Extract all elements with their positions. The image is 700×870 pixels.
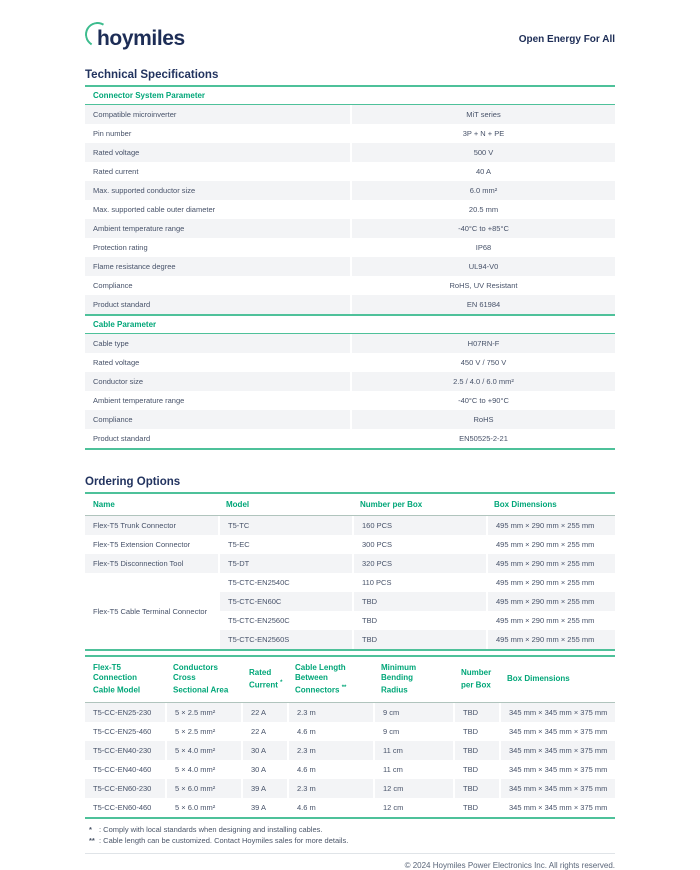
cell-qty: TBD <box>453 741 499 760</box>
column-header-number-per-box: Number per Box <box>352 494 486 516</box>
footnote-marker: * <box>89 824 92 834</box>
table-row <box>85 257 615 276</box>
spec-label: Conductor size <box>93 377 144 386</box>
spec-label: Protection rating <box>93 243 148 252</box>
column-header-cable-model: Flex-T5 Connection Cable Model <box>85 657 165 703</box>
cell-area: 5 × 4.0 mm² <box>165 741 241 760</box>
spec-value: 3P + N + PE <box>350 124 615 143</box>
spec-value: 450 V / 750 V <box>350 353 615 372</box>
spec-value: 20.5 mm <box>350 200 615 219</box>
section-title: Cable Parameter <box>85 314 615 334</box>
table-row <box>85 573 615 592</box>
spec-value: EN50525-2-21 <box>350 429 615 448</box>
column-header-cross-sectional-area: Conductors Cross Sectional Area <box>165 657 241 703</box>
column-header-rated-current: Rated Current * <box>241 657 287 703</box>
cell-area: 5 × 6.0 mm² <box>165 798 241 817</box>
cell-box: 345 mm × 345 mm × 375 mm <box>499 722 615 741</box>
table-row <box>85 238 615 257</box>
table-header-row <box>85 494 615 516</box>
table-row <box>85 703 615 722</box>
section-header-cable <box>85 314 615 334</box>
cell-area: 5 × 2.5 mm² <box>165 722 241 741</box>
table-row <box>85 798 615 817</box>
cell-area: 5 × 6.0 mm² <box>165 779 241 798</box>
table-row <box>85 105 615 124</box>
table-row <box>85 334 615 353</box>
cell-radius: 9 cm <box>373 703 453 722</box>
cell-model: T5-CTC-EN60C <box>218 592 352 611</box>
spec-label: Compatible microinverter <box>93 110 177 119</box>
cell-name: Flex-T5 Disconnection Tool <box>93 559 184 568</box>
footnote-text: : Cable length can be customized. Contact Hoymiles sales for more details. <box>99 835 349 845</box>
cell-qty: 320 PCS <box>352 554 486 573</box>
spec-label: Ambient temperature range <box>93 224 185 233</box>
column-header-box-dimensions: Box Dimensions <box>486 494 615 516</box>
table-header-row <box>85 657 615 703</box>
cell-qty: 110 PCS <box>352 573 486 592</box>
table-row <box>85 181 615 200</box>
cell-box: 495 mm × 290 mm × 255 mm <box>486 554 615 573</box>
cell-qty: TBD <box>453 703 499 722</box>
cell-radius: 12 cm <box>373 779 453 798</box>
cell-model: T5-DT <box>218 554 352 573</box>
brand-tagline: Open Energy For All <box>518 33 615 45</box>
spec-value: 6.0 mm² <box>350 181 615 200</box>
cell-current: 22 A <box>241 703 287 722</box>
cell-box: 495 mm × 290 mm × 255 mm <box>486 630 615 649</box>
cell-qty: 300 PCS <box>352 535 486 554</box>
cell-radius: 12 cm <box>373 798 453 817</box>
column-header-name: Name <box>85 494 218 516</box>
cell-box: 495 mm × 290 mm × 255 mm <box>486 592 615 611</box>
cell-box: 495 mm × 290 mm × 255 mm <box>486 611 615 630</box>
spec-value: -40°C to +85°C <box>350 219 615 238</box>
cell-box: 345 mm × 345 mm × 375 mm <box>499 779 615 798</box>
column-header-box-dimensions: Box Dimensions <box>499 657 615 703</box>
spec-label: Rated current <box>93 167 139 176</box>
cell-length: 2.3 m <box>287 741 373 760</box>
cell-name-merged: Flex-T5 Cable Terminal Connector <box>93 606 208 616</box>
page-footer <box>85 861 615 870</box>
cell-model: T5-TC <box>218 516 352 535</box>
footnote-text: : Comply with local standards when designing and installing cables. <box>99 824 323 834</box>
spec-value: H07RN-F <box>350 334 615 353</box>
cell-model: T5-CC-EN60-460 <box>93 802 152 812</box>
table-row <box>85 410 615 429</box>
cell-current: 30 A <box>241 741 287 760</box>
spec-label: Product standard <box>93 300 151 309</box>
table-row <box>85 554 615 573</box>
spec-label: Pin number <box>93 129 132 138</box>
footnote-1 <box>85 824 615 835</box>
table-row <box>85 219 615 238</box>
cell-qty: TBD <box>453 779 499 798</box>
section-header-connector <box>85 87 615 105</box>
table-row <box>85 200 615 219</box>
column-header-cable-length: Cable Length Between Connectors ** <box>287 657 373 703</box>
table-row <box>85 143 615 162</box>
spec-value: 500 V <box>350 143 615 162</box>
cell-radius: 9 cm <box>373 722 453 741</box>
spec-label: Ambient temperature range <box>93 396 185 405</box>
cell-length: 4.6 m <box>287 798 373 817</box>
cell-qty: TBD <box>453 722 499 741</box>
table-row <box>85 741 615 760</box>
table-row <box>85 124 615 143</box>
cell-area: 5 × 2.5 mm² <box>165 703 241 722</box>
cell-model: T5-EC <box>218 535 352 554</box>
cell-current: 22 A <box>241 722 287 741</box>
cable-ordering-table <box>85 655 615 819</box>
table-row <box>85 276 615 295</box>
page-header <box>85 24 615 54</box>
cell-length: 2.3 m <box>287 779 373 798</box>
cell-area: 5 × 4.0 mm² <box>165 760 241 779</box>
cell-radius: 11 cm <box>373 741 453 760</box>
cell-model: T5-CTC-EN2560C <box>218 611 352 630</box>
cell-qty: TBD <box>453 760 499 779</box>
cell-qty: TBD <box>352 611 486 630</box>
cell-model: T5-CC-EN40-460 <box>93 764 152 774</box>
spec-label: Cable type <box>93 339 129 348</box>
tech-specs-table <box>85 87 615 450</box>
cell-name: Flex-T5 Trunk Connector <box>93 521 176 530</box>
spec-value: -40°C to +90°C <box>350 391 615 410</box>
spec-label: Rated voltage <box>93 148 140 157</box>
cell-box: 345 mm × 345 mm × 375 mm <box>499 760 615 779</box>
cell-length: 4.6 m <box>287 722 373 741</box>
spec-label: Max. supported conductor size <box>93 186 196 195</box>
cell-box: 345 mm × 345 mm × 375 mm <box>499 741 615 760</box>
spec-value: RoHS, UV Resistant <box>350 276 615 295</box>
cell-box: 495 mm × 290 mm × 255 mm <box>486 573 615 592</box>
cell-model: T5-CTC-EN2540C <box>218 573 352 592</box>
spec-label: Compliance <box>93 281 133 290</box>
table-row <box>85 372 615 391</box>
table-row <box>85 760 615 779</box>
ordering-options-title: Ordering Options <box>85 476 615 494</box>
cell-current: 30 A <box>241 760 287 779</box>
footnotes <box>85 822 615 854</box>
table-row <box>85 429 615 448</box>
cell-box: 345 mm × 345 mm × 375 mm <box>499 703 615 722</box>
cell-box: 495 mm × 290 mm × 255 mm <box>486 516 615 535</box>
footnote-marker: ** <box>89 835 95 845</box>
table-row <box>85 779 615 798</box>
cell-model: T5-CC-EN25-460 <box>93 726 152 736</box>
cell-name: Flex-T5 Extension Connector <box>93 540 191 549</box>
logo-text: hoymiles <box>97 27 185 50</box>
cell-box: 345 mm × 345 mm × 375 mm <box>499 798 615 817</box>
cell-length: 4.6 m <box>287 760 373 779</box>
cell-current: 39 A <box>241 779 287 798</box>
cell-model: T5-CC-EN60-230 <box>93 783 152 793</box>
spec-value: UL94-V0 <box>350 257 615 276</box>
spec-value: MiT series <box>350 105 615 124</box>
spec-value: EN 61984 <box>350 295 615 314</box>
cell-radius: 11 cm <box>373 760 453 779</box>
footnote-2 <box>85 835 615 846</box>
cell-model: T5-CC-EN25-230 <box>93 707 152 717</box>
copyright-text: © 2024 Hoymiles Power Electronics Inc. All rights reserved. <box>404 860 615 870</box>
cell-model: T5-CC-EN40-230 <box>93 745 152 755</box>
column-header-number-per-box: Number per Box <box>453 657 499 703</box>
tech-specs-title: Technical Specifications <box>85 69 615 87</box>
hoymiles-logo <box>85 27 185 51</box>
spec-value: 40 A <box>350 162 615 181</box>
cell-qty: TBD <box>352 592 486 611</box>
column-header-bending-radius: Minimum Bending Radius <box>373 657 453 703</box>
spec-label: Rated voltage <box>93 358 140 367</box>
cell-model: T5-CTC-EN2560S <box>218 630 352 649</box>
table-row <box>85 295 615 314</box>
table-row <box>85 516 615 535</box>
cell-qty: TBD <box>352 630 486 649</box>
connector-ordering-table <box>85 494 615 651</box>
cell-qty: 160 PCS <box>352 516 486 535</box>
spec-label: Compliance <box>93 415 133 424</box>
spec-label: Product standard <box>93 434 151 443</box>
table-row <box>85 722 615 741</box>
cell-qty: TBD <box>453 798 499 817</box>
table-row <box>85 391 615 410</box>
column-header-model: Model <box>218 494 352 516</box>
cell-current: 39 A <box>241 798 287 817</box>
spec-label: Max. supported cable outer diameter <box>93 205 216 214</box>
table-row <box>85 353 615 372</box>
table-row <box>85 535 615 554</box>
spec-value: IP68 <box>350 238 615 257</box>
spec-value: 2.5 / 4.0 / 6.0 mm² <box>350 372 615 391</box>
table-row <box>85 162 615 181</box>
spec-label: Flame resistance degree <box>93 262 176 271</box>
cell-box: 495 mm × 290 mm × 255 mm <box>486 535 615 554</box>
section-title: Connector System Parameter <box>85 87 615 105</box>
cell-length: 2.3 m <box>287 703 373 722</box>
spec-value: RoHS <box>350 410 615 429</box>
